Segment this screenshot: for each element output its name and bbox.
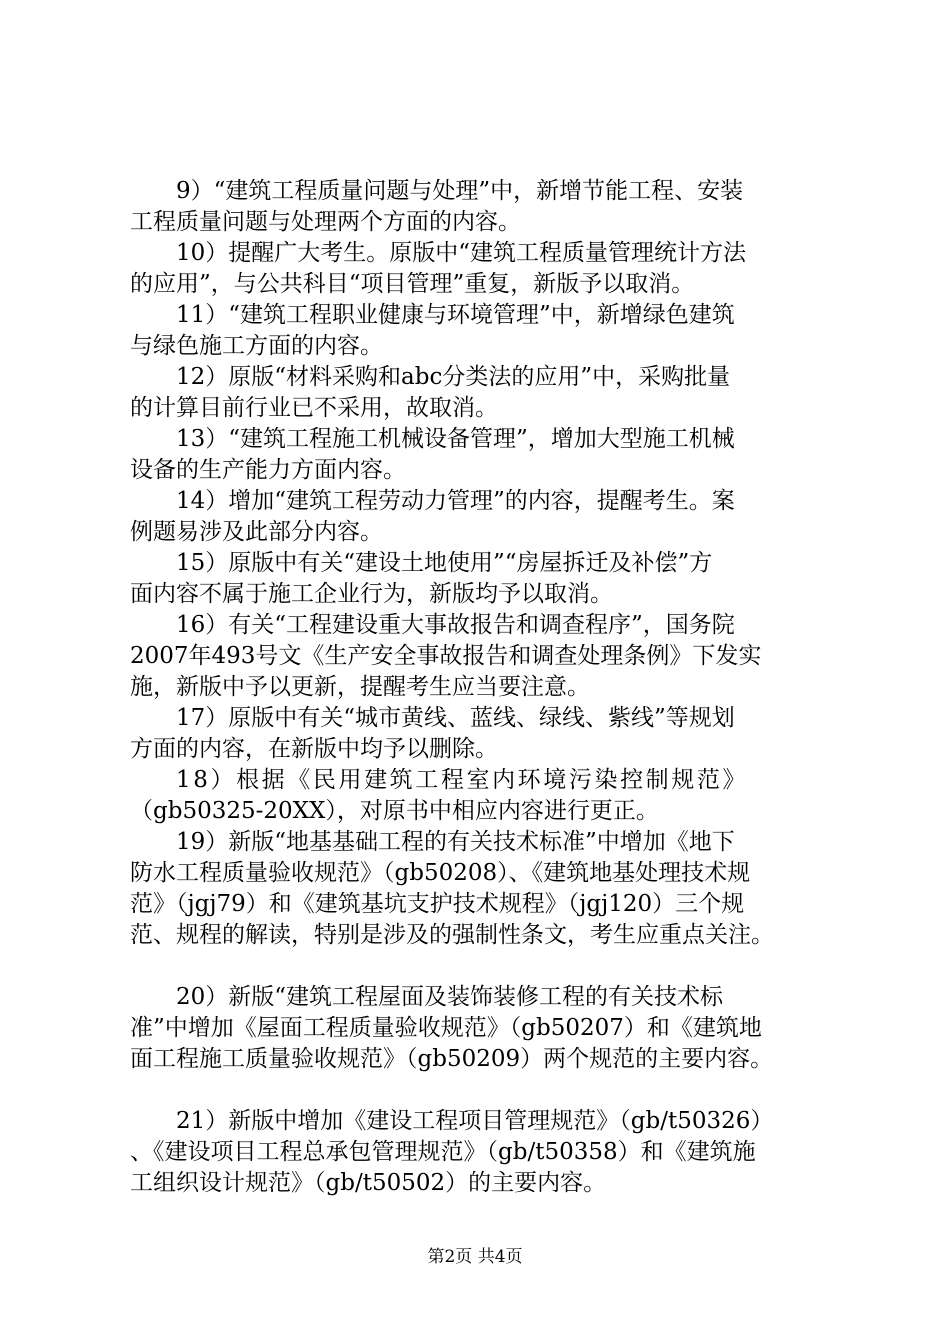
paragraph-9	[130, 176, 835, 238]
text-line: 12）原版“材料采购和abc分类法的应用”中，采购批量	[176, 364, 731, 390]
paragraph-18	[130, 765, 835, 827]
text-line: 施，新版中予以更新，提醒考生应当要注意。	[130, 674, 590, 700]
text-line: 工程质量问题与处理两个方面的内容。	[130, 209, 521, 235]
text-line: 设备的生产能力方面内容。	[130, 457, 406, 483]
paragraph-gap	[130, 951, 835, 982]
text-line: 的应用”，与公共科目“项目管理”重复，新版予以取消。	[130, 271, 695, 297]
paragraph-gap	[130, 1075, 835, 1106]
text-line: 16）有关“工程建设重大事故报告和调查程序”，国务院	[176, 612, 735, 638]
text-line: 13）“建筑工程施工机械设备管理”，增加大型施工机械	[176, 426, 735, 452]
paragraph-13	[130, 424, 835, 486]
text-line: 准”中增加《屋面工程质量验收规范》（gb50207）和《建筑地	[130, 1015, 762, 1041]
text-line: 19）新版“地基基础工程的有关技术标准”中增加《地下	[176, 829, 735, 855]
text-line: 与绿色施工方面的内容。	[130, 333, 383, 359]
paragraph-12	[130, 362, 835, 424]
text-line: 9）“建筑工程质量问题与处理”中，新增节能工程、安装	[176, 178, 744, 204]
paragraph-19	[130, 827, 835, 951]
text-line: 17）原版中有关“城市黄线、蓝线、绿线、紫线”等规划	[176, 705, 735, 731]
paragraph-10	[130, 238, 835, 300]
paragraph-14	[130, 486, 835, 548]
text-line: 2007年493号文《生产安全事故报告和调查处理条例》下发实	[130, 643, 762, 669]
text-line: 工组织设计规范》（gb/t50502）的主要内容。	[130, 1170, 607, 1196]
text-line: 、《建设项目工程总承包管理规范》（gb/t50358）和《建筑施	[130, 1139, 756, 1165]
paragraph-21	[130, 1106, 835, 1199]
text-line: 面工程施工质量验收规范》（gb50209）两个规范的主要内容。	[130, 1046, 774, 1072]
paragraph-16	[130, 610, 835, 703]
text-line: 21）新版中增加《建设工程项目管理规范》（gb/t50326）	[176, 1108, 774, 1134]
text-line: 方面的内容，在新版中均予以删除。	[130, 736, 498, 762]
page-footer	[0, 1242, 950, 1267]
page-number-label: 第2页 共4页	[427, 1247, 523, 1267]
text-line: 防水工程质量验收规范》（gb50208）、《建筑地基处理技术规	[130, 860, 751, 886]
text-line: 10）提醒广大考生。原版中“建筑工程质量管理统计方法	[176, 240, 747, 266]
text-line: 的计算目前行业已不采用，故取消。	[130, 395, 498, 421]
paragraph-11	[130, 300, 835, 362]
text-line: 范、规程的解读，特别是涉及的强制性条文，考生应重点关注。	[130, 922, 774, 948]
text-line: （gb50325-20XX），对原书中相应内容进行更正。	[130, 798, 659, 824]
text-line: 11）“建筑工程职业健康与环境管理”中，新增绿色建筑	[176, 302, 735, 328]
text-line: 范》（jgj79）和《建筑基坑支护技术规程》（jgj120）三个规	[130, 891, 745, 917]
text-line: 14）增加“建筑工程劳动力管理”的内容，提醒考生。案	[176, 488, 735, 514]
paragraph-17	[130, 703, 835, 765]
text-line: 例题易涉及此部分内容。	[130, 519, 383, 545]
paragraph-15	[130, 548, 835, 610]
text-line: 15）原版中有关“建设土地使用”“房屋拆迁及补偿”方	[176, 550, 713, 576]
text-line: 面内容不属于施工企业行为，新版均予以取消。	[130, 581, 613, 607]
text-line: 20）新版“建筑工程屋面及装饰装修工程的有关技术标	[176, 984, 724, 1010]
document-body	[130, 176, 835, 1199]
text-line: 18）根据《民用建筑工程室内环境污染控制规范》	[176, 767, 749, 793]
paragraph-20	[130, 982, 835, 1075]
